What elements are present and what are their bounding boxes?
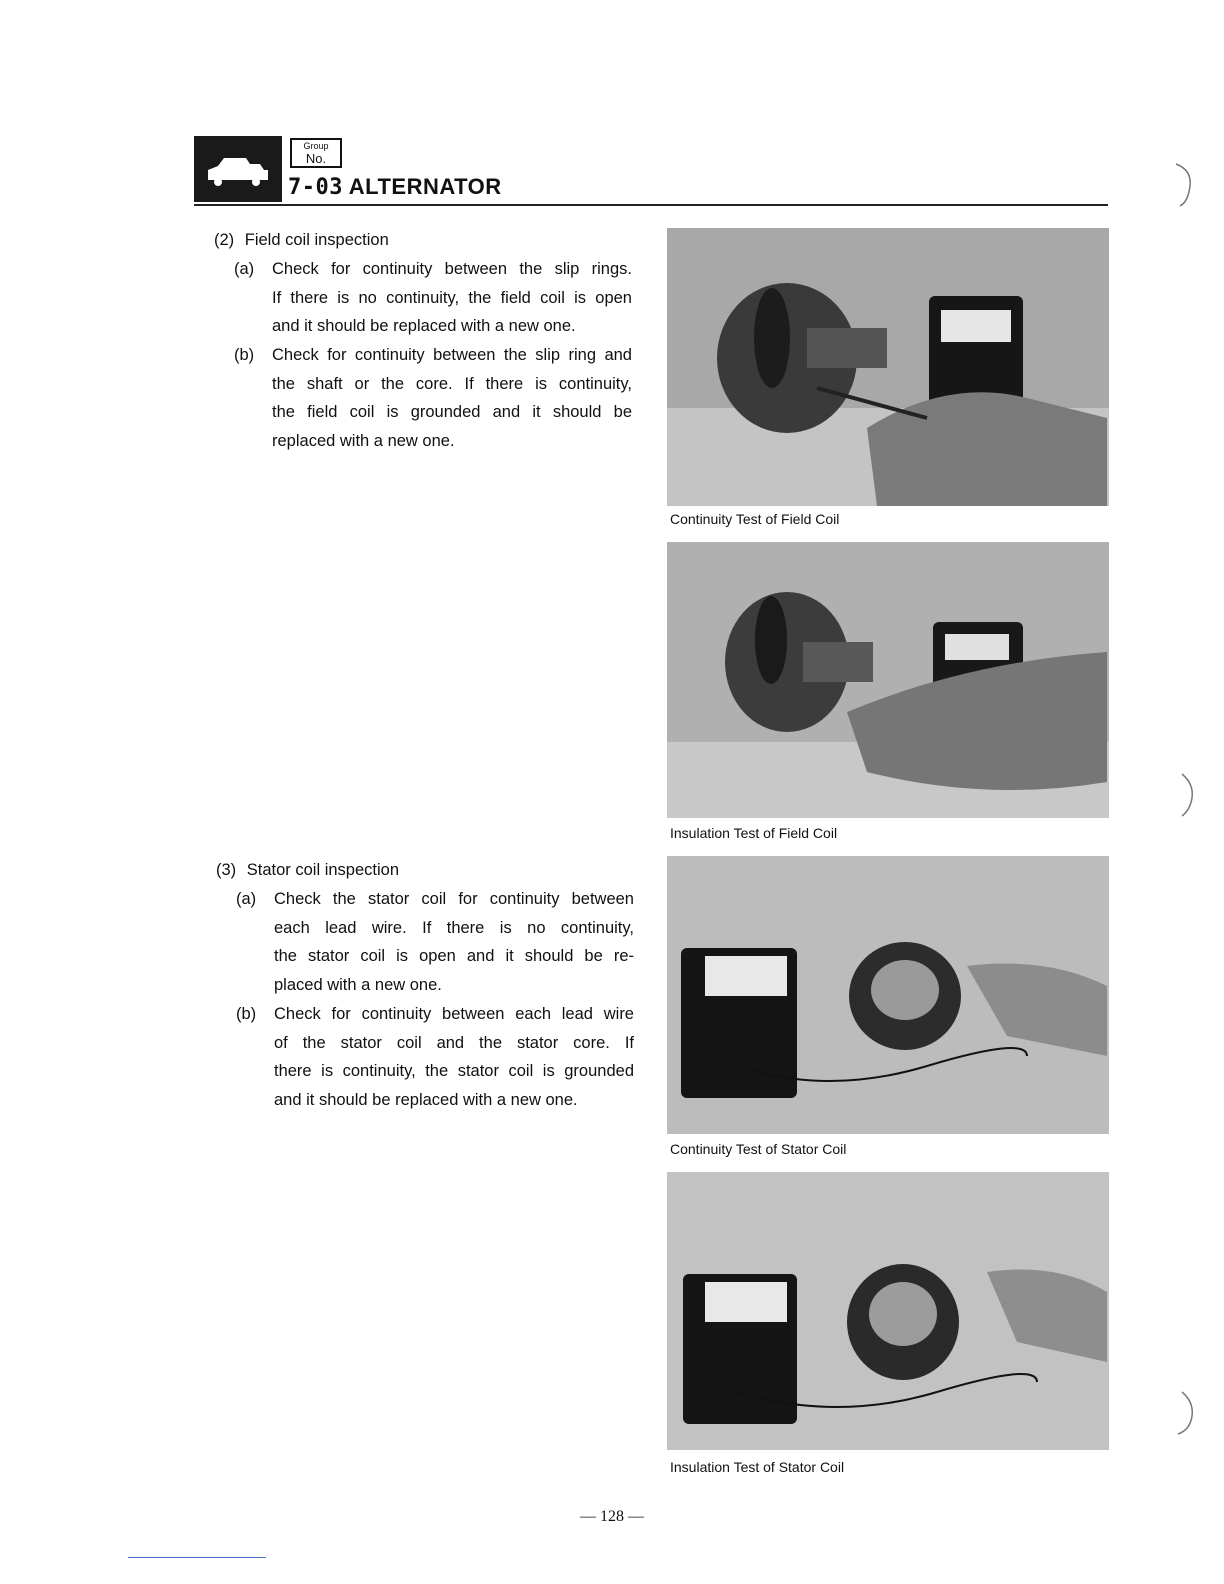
text-line: the field coil is grounded and it should be <box>272 403 632 422</box>
figure-caption: Insulation Test of Stator Coil <box>670 1459 845 1475</box>
stator-coil-a-label: (a) <box>236 890 257 908</box>
photo-insulation-field-coil <box>667 542 1109 818</box>
text-line: there is continuity, the stator coil is grounded <box>274 1062 634 1081</box>
group-number: 7-03 <box>288 175 343 200</box>
figure-caption: Continuity Test of Stator Coil <box>670 1141 847 1157</box>
photo-insulation-stator-coil <box>667 1172 1109 1450</box>
text-line: and it should be replaced with a new one. <box>274 1091 578 1110</box>
field-coil-b-label: (b) <box>234 346 255 364</box>
text-line: Check for continuity between the slip ring and <box>272 346 632 364</box>
group-label-bottom: No. <box>305 151 327 166</box>
field-coil-heading-num: (2) <box>214 231 235 249</box>
text-line: placed with a new one. <box>274 976 442 995</box>
stator-coil-b-text <box>274 1000 634 1115</box>
stator-coil-a-text <box>274 885 634 1000</box>
stator-coil-heading-text: Stator coil inspection <box>246 861 400 879</box>
text-line: the stator coil is open and it should be re- <box>274 947 634 966</box>
text-line: replaced with a new one. <box>272 432 455 451</box>
figure-caption: Continuity Test of Field Coil <box>670 511 840 527</box>
text-line: Check for continuity between the slip rings. <box>272 260 632 278</box>
page-title <box>288 174 502 200</box>
stator-coil-heading <box>216 856 399 885</box>
field-coil-heading <box>214 226 389 255</box>
field-coil-a-text <box>272 255 632 341</box>
binder-hole-mark <box>1178 770 1198 820</box>
text-line: Check for continuity between each lead wire <box>274 1005 634 1023</box>
header-divider <box>194 204 1108 206</box>
text-line: Check the stator coil for continuity between <box>274 890 634 908</box>
page-number: — 128 — <box>580 1508 644 1525</box>
text-line: the shaft or the core. If there is continuity, <box>272 374 632 393</box>
stator-coil-b-label: (b) <box>236 1005 257 1023</box>
field-coil-heading-text: Field coil inspection <box>244 231 389 249</box>
text-line: and it should be replaced with a new one. <box>272 317 576 336</box>
group-label-top: Group <box>303 141 329 151</box>
binder-hole-mark <box>1174 1388 1198 1438</box>
field-coil-b-text <box>272 341 632 456</box>
text-line: each lead wire. If there is no continuity, <box>274 918 634 937</box>
section-title-text: ALTERNATOR <box>348 174 502 199</box>
group-number-box <box>290 138 342 168</box>
photo-continuity-field-coil <box>667 228 1109 506</box>
photo-continuity-stator-coil <box>667 856 1109 1134</box>
text-line: If there is no continuity, the field coil is open <box>272 288 632 307</box>
footer-rule <box>128 1557 266 1558</box>
text-line: of the stator coil and the stator core. If <box>274 1033 634 1052</box>
field-coil-a-label: (a) <box>234 260 255 278</box>
engine-icon <box>194 136 282 202</box>
stator-coil-heading-num: (3) <box>216 861 237 879</box>
figure-caption: Insulation Test of Field Coil <box>670 825 838 841</box>
binder-hole-mark <box>1172 160 1196 210</box>
